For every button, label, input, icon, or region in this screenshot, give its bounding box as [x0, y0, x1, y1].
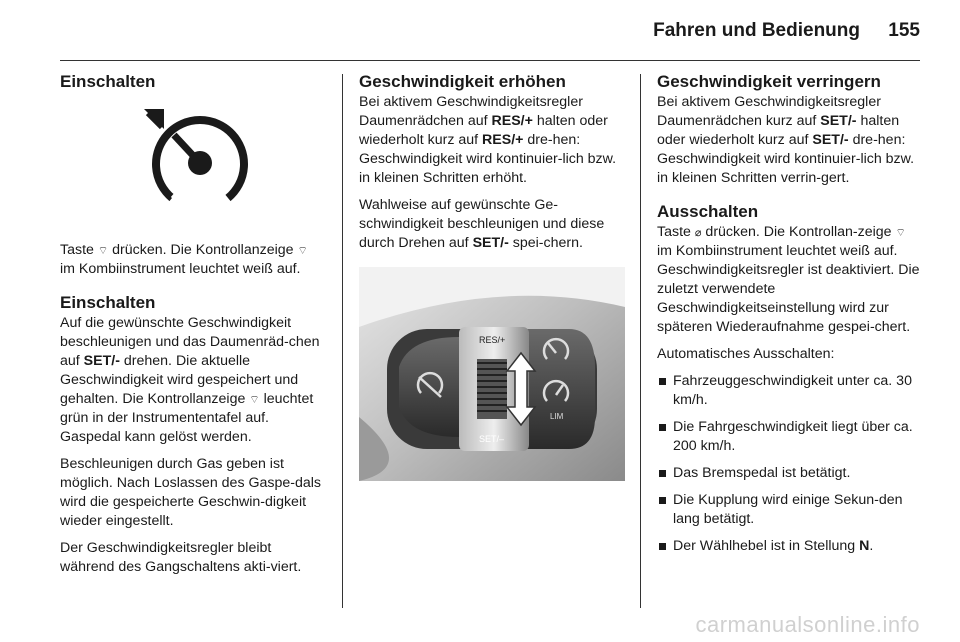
header-rule — [60, 60, 920, 61]
bullet-list — [657, 372, 923, 556]
paragraph: Der Geschwindigkeitsregler bleibt während des Gangschaltens akti-viert. — [60, 540, 302, 575]
header-title: Fahren und Bedienung — [653, 20, 860, 41]
watermark: carmanualsonline.info — [695, 612, 920, 637]
set-label: SET/– — [479, 434, 505, 444]
page-header — [0, 0, 960, 60]
paragraph: Automatisches Ausschalten: — [657, 346, 835, 362]
list-item: Das Bremspedal ist betätigt. — [657, 464, 923, 483]
section-heading: Einschalten — [60, 293, 156, 312]
list-item: Die Fahrgeschwindigkeit liegt über ca. 200 km/h. — [657, 418, 923, 456]
section-heading: Geschwindigkeit erhöhen — [359, 72, 566, 91]
column-1 — [60, 72, 326, 585]
cruise-symbol-icon: ⌔ — [249, 393, 260, 406]
column-3 — [657, 72, 923, 564]
cruise-symbol-icon: ⌔ — [297, 244, 308, 257]
section-heading: Ausschalten — [657, 202, 759, 221]
paragraph: Bei aktivem Geschwindigkeitsregler Daumenrädchen auf RES/+ halten oder wiederholt kurz auf RES/+ dre-hen: Geschwindigkeit wird kontinuier-lich bzw. in kleinen Schritten erhöht. — [359, 94, 617, 186]
page-number: 155 — [888, 20, 920, 41]
lim-label: LIM — [550, 412, 564, 421]
section-heading: Geschwindigkeit verringern — [657, 72, 881, 91]
paragraph: Taste ⌔ drücken. Die Kontrollanzeige ⌔ im Kombiinstrument leuchtet weiß auf. — [60, 242, 308, 277]
list-item: Der Wählhebel ist in Stellung N. — [657, 537, 923, 556]
section-heading: Einschalten — [60, 72, 156, 91]
paragraph: Taste ⌀ drücken. Die Kontrollan-zeige ⌔ im Kombiinstrument leuchtet weiß auf. Geschwindigkeitsregler ist deaktiviert. Die zuletzt verwendete Geschwindigkeitseinstellung wird zur späteren Wiederaufnahme gespei-chert. — [657, 224, 920, 335]
column-2 — [359, 72, 625, 481]
paragraph: Bei aktivem Geschwindigkeitsregler Daumenrädchen kurz auf SET/- halten oder wiederholt kurz auf SET/- dre-hen: Geschwindigkeit wird kontinuier-lich bzw. in kleinen Schritten verrin-gert. — [657, 94, 915, 186]
list-item: Die Kupplung wird einige Sekun-den lang betätigt. — [657, 491, 923, 529]
thumbwheel — [477, 359, 507, 419]
paragraph: Wahlweise auf gewünschte Ge-schwindigkeit beschleunigen und diese durch Drehen auf SET/- spei-chern. — [359, 197, 605, 251]
paragraph: Beschleunigen durch Gas geben ist möglich. Nach Loslassen des Gaspe-dals wird die gespeicherte Geschwin-digkeit wieder eingestellt. — [60, 456, 322, 529]
cruise-symbol-icon: ⌔ — [895, 226, 906, 239]
steering-wheel-controls-photo — [359, 267, 625, 481]
column-divider — [342, 74, 343, 608]
cruise-off-symbol-icon: ⌀ — [694, 226, 702, 239]
column-divider — [640, 74, 641, 608]
list-item: Fahrzeuggeschwindigkeit unter ca. 30 km/h. — [657, 372, 923, 410]
paragraph: Auf die gewünschte Geschwindigkeit beschleunigen und das Daumenräd-chen auf SET/- drehen. Die aktuelle Geschwindigkeit wird gespeichert und gehalten. Die Kontrollanzeige ⌔ leuchtet grün in der Instrumententafel auf. Gaspedal kann gelöst werden. — [60, 315, 320, 445]
res-label: RES/+ — [479, 335, 506, 345]
cruise-symbol-icon: ⌔ — [97, 244, 109, 257]
cruise-control-icon — [60, 103, 326, 213]
